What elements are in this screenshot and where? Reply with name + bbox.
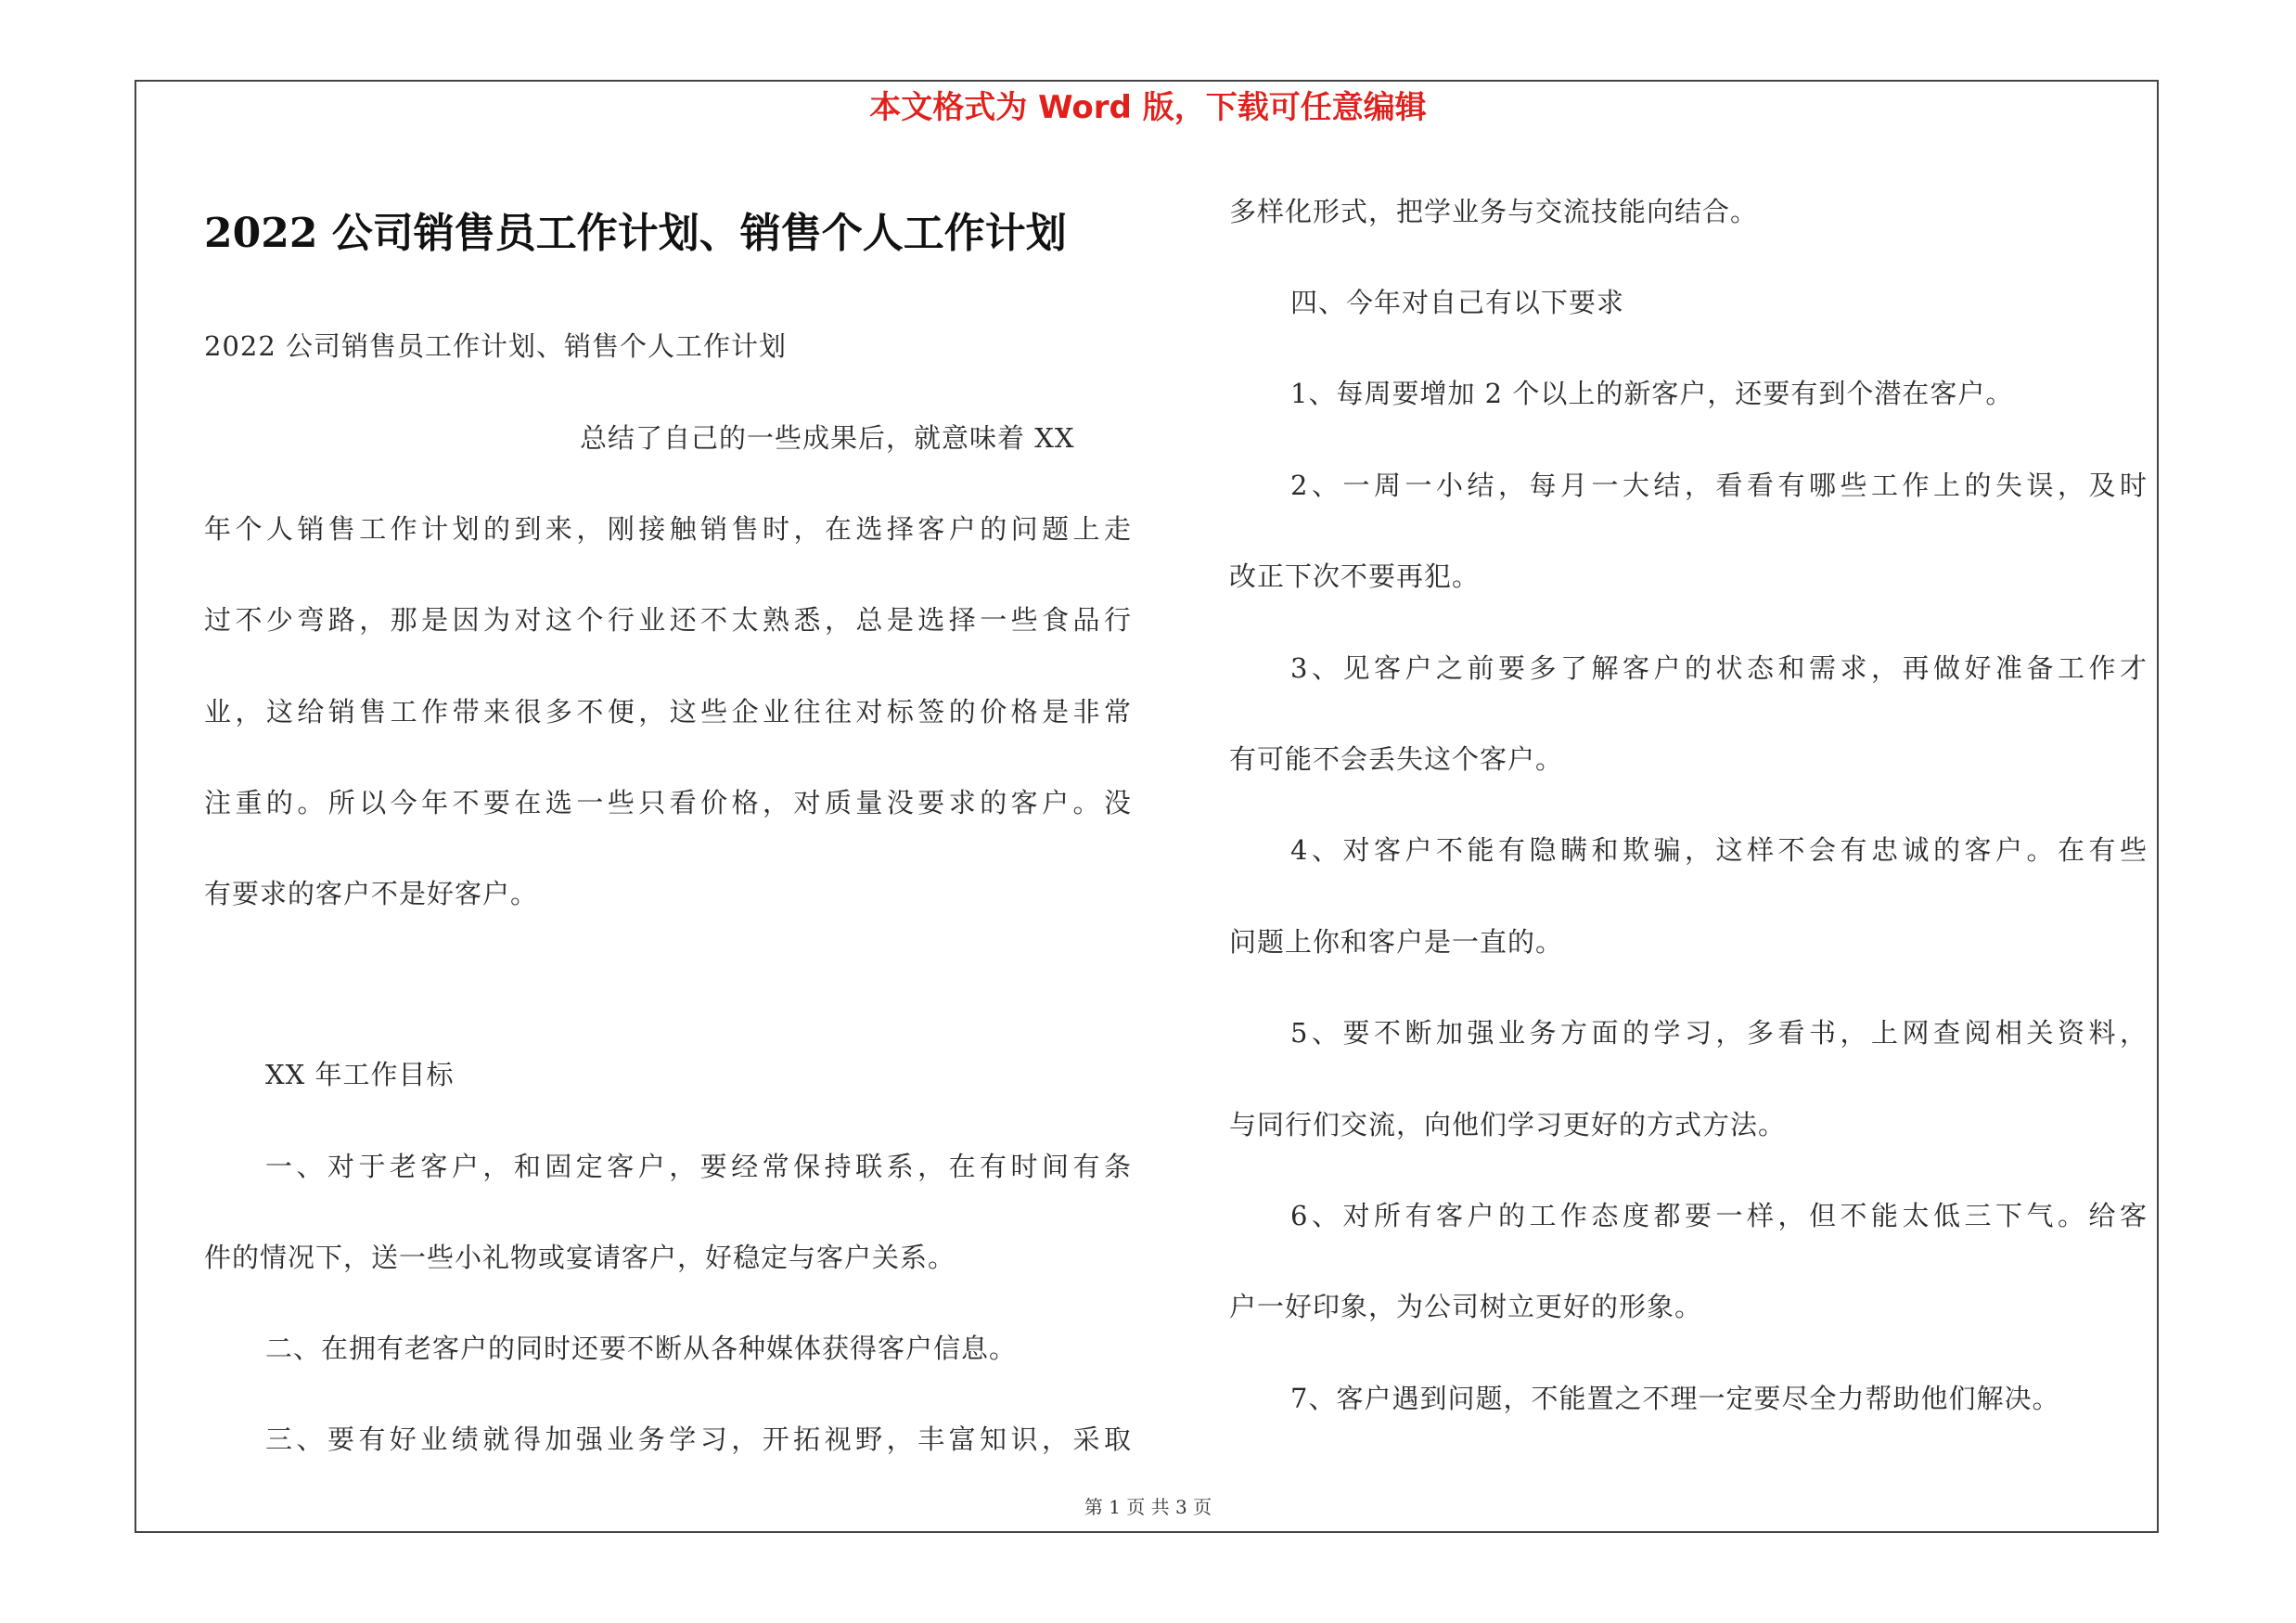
list-item: 5、要不断加强业务方面的学习，多看书，上网查阅相关资料， [1290,1017,2148,1049]
paragraph-line: 过不少弯路，那是因为对这个行业还不太熟悉，总是选择一些食品行 [204,604,1132,636]
page-number: 第 1 页 共 3 页 [1084,1496,1212,1518]
subtitle-line: 2022 公司销售员工作计划、销售个人工作计划 [204,330,788,362]
list-item: 1、每周要增加 2 个以上的新客户，还要有到个潜在客户。 [1290,378,2014,409]
paragraph-line: 二、在拥有老客户的同时还要不断从各种媒体获得客户信息。 [265,1333,1018,1364]
paragraph-line: 有要求的客户不是好客户。 [204,878,539,909]
list-item: 2、一周一小结，每月一大结，看看有哪些工作上的失误，及时 [1290,470,2148,501]
list-item: 3、见客户之前要多了解客户的状态和需求，再做好准备工作才 [1290,652,2148,684]
paragraph-line: 总结了自己的一些成果后，就意味着 XX [580,422,1075,454]
section-heading: XX 年工作目标 [265,1059,455,1090]
list-item: 4、对客户不能有隐瞒和欺骗，这样不会有忠诚的客户。在有些 [1290,834,2148,866]
list-item-continued: 有可能不会丢失这个客户。 [1229,743,1564,775]
paragraph-line: 年个人销售工作计划的到来，刚接触销售时，在选择客户的问题上走 [204,513,1132,545]
paragraph-line: 注重的。所以今年不要在选一些只看价格，对质量没要求的客户。没 [204,787,1132,818]
section-heading: 四、今年对自己有以下要求 [1290,287,1625,318]
paragraph-line: 多样化形式，把学业务与交流技能向结合。 [1229,196,1759,227]
list-item: 7、客户遇到问题，不能置之不理一定要尽全力帮助他们解决。 [1290,1383,2060,1414]
paragraph-line: 三、要有好业绩就得加强业务学习，开拓视野，丰富知识，采取 [265,1423,1132,1455]
list-item-continued: 与同行们交流，向他们学习更好的方式方法。 [1229,1109,1787,1140]
format-banner: 本文格式为 Word 版，下载可任意编辑 [869,89,1427,126]
list-item: 6、对所有客户的工作态度都要一样，但不能太低三下气。给客 [1290,1200,2148,1231]
paragraph-line: 一、对于老客户，和固定客户，要经常保持联系，在有时间有条 [265,1151,1132,1182]
paragraph-line: 业，这给销售工作带来很多不便，这些企业往往对标签的价格是非常 [204,696,1132,728]
list-item-continued: 问题上你和客户是一直的。 [1229,926,1564,958]
list-item-continued: 改正下次不要再犯。 [1229,560,1481,592]
paragraph-line: 件的情况下，送一些小礼物或宴请客户，好稳定与客户关系。 [204,1242,956,1273]
list-item-continued: 户一好印象，为公司树立更好的形象。 [1229,1291,1703,1322]
document-title: 2022 公司销售员工作计划、销售个人工作计划 [204,210,1067,257]
